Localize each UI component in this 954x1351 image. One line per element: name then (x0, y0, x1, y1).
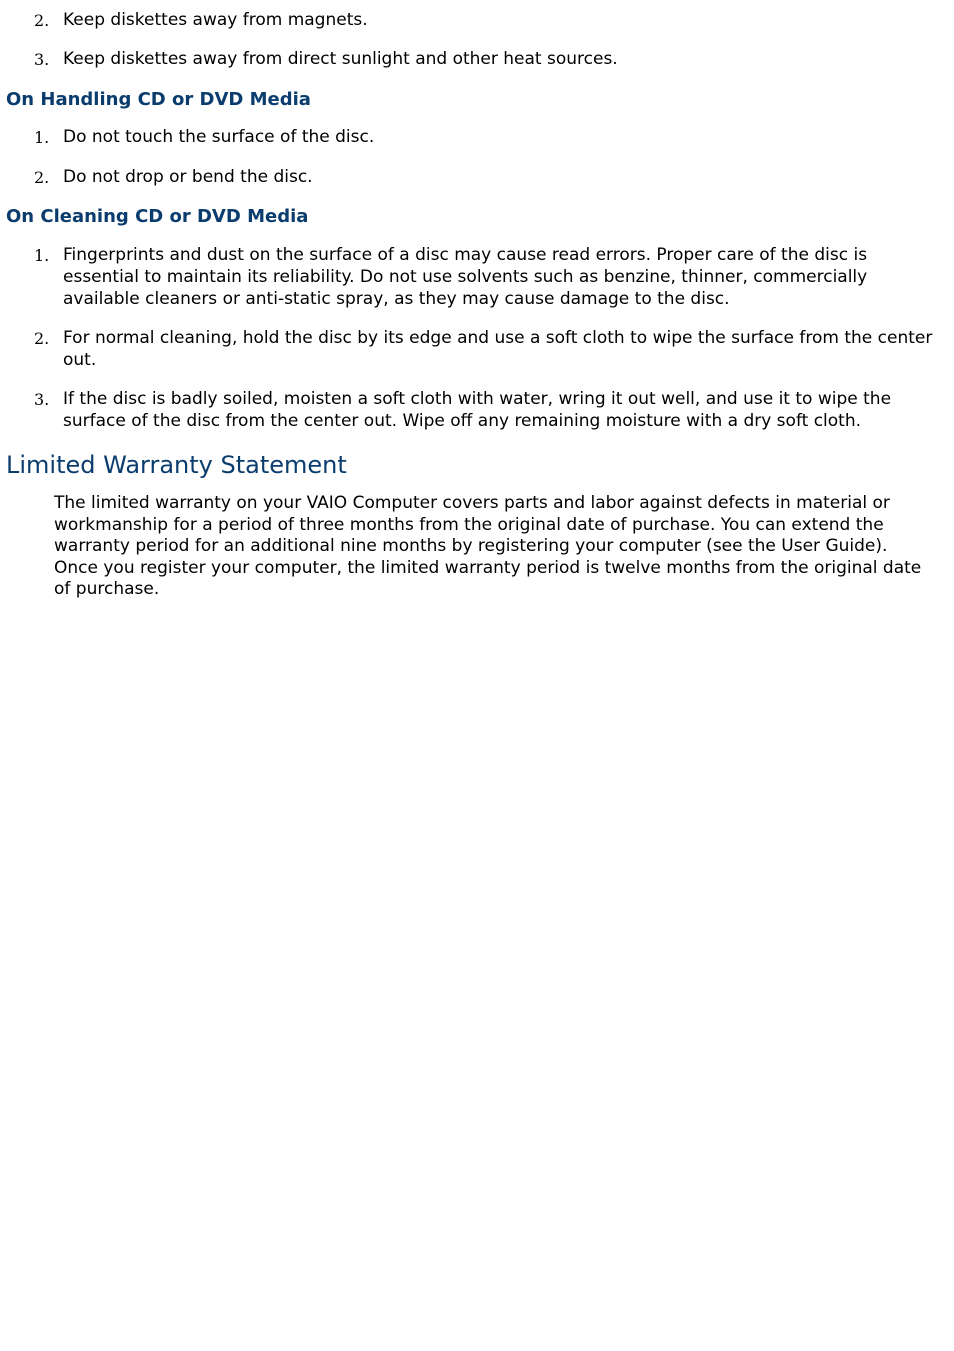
list-item-number: 2. (34, 168, 50, 187)
list-item-number: 3. (34, 50, 50, 69)
handling-list (0, 126, 954, 188)
list-item (0, 166, 954, 188)
list-item (0, 388, 954, 432)
list-item-text: If the disc is badly soiled, moisten a soft cloth with water, wring it out well, and use it to wipe the surface of the disc from the center out. Wipe off any remaining moisture with a dry soft cloth. (63, 389, 892, 431)
list-item-text: Do not touch the surface of the disc. (63, 127, 375, 147)
list-item-text: Fingerprints and dust on the surface of a disc may cause read errors. Proper care of the disc is essential to maintain its reliability. Do not use solvents such as benzine, thinner, commercially available cleaners or anti-static spray, as they may cause damage to the disc. (63, 245, 868, 309)
list-item-text: Keep diskettes away from direct sunlight and other heat sources. (63, 49, 618, 69)
list-item-number: 2. (34, 11, 50, 30)
list-item (0, 126, 954, 148)
list-item-number: 1. (34, 128, 50, 147)
warranty-heading: Limited Warranty Statement (6, 451, 347, 479)
list-item-text: Do not drop or bend the disc. (63, 167, 313, 187)
cleaning-list (0, 244, 954, 432)
list-item-number: 3. (34, 390, 50, 409)
list-item-number: 2. (34, 329, 50, 348)
diskette-care-list (0, 9, 954, 70)
cleaning-heading: On Cleaning CD or DVD Media (6, 206, 309, 227)
list-item-text: Keep diskettes away from magnets. (63, 10, 368, 30)
warranty-paragraph: The limited warranty on your VAIO Computer covers parts and labor against defects in material or workmanship for a period of three months from the original date of purchase. You can extend the warranty period for an additional nine months by registering your computer (see the User Guide). Once you register your computer, the limited warranty period is twelve months from the original date of purchase. (54, 493, 922, 599)
document-page (0, 0, 954, 601)
list-item (0, 48, 954, 70)
list-item-number: 1. (34, 246, 50, 265)
handling-heading: On Handling CD or DVD Media (6, 89, 311, 110)
list-item (0, 327, 954, 371)
list-item (0, 244, 954, 310)
list-item-text: For normal cleaning, hold the disc by its edge and use a soft cloth to wipe the surface from the center out. (63, 328, 933, 370)
list-item (0, 9, 954, 31)
